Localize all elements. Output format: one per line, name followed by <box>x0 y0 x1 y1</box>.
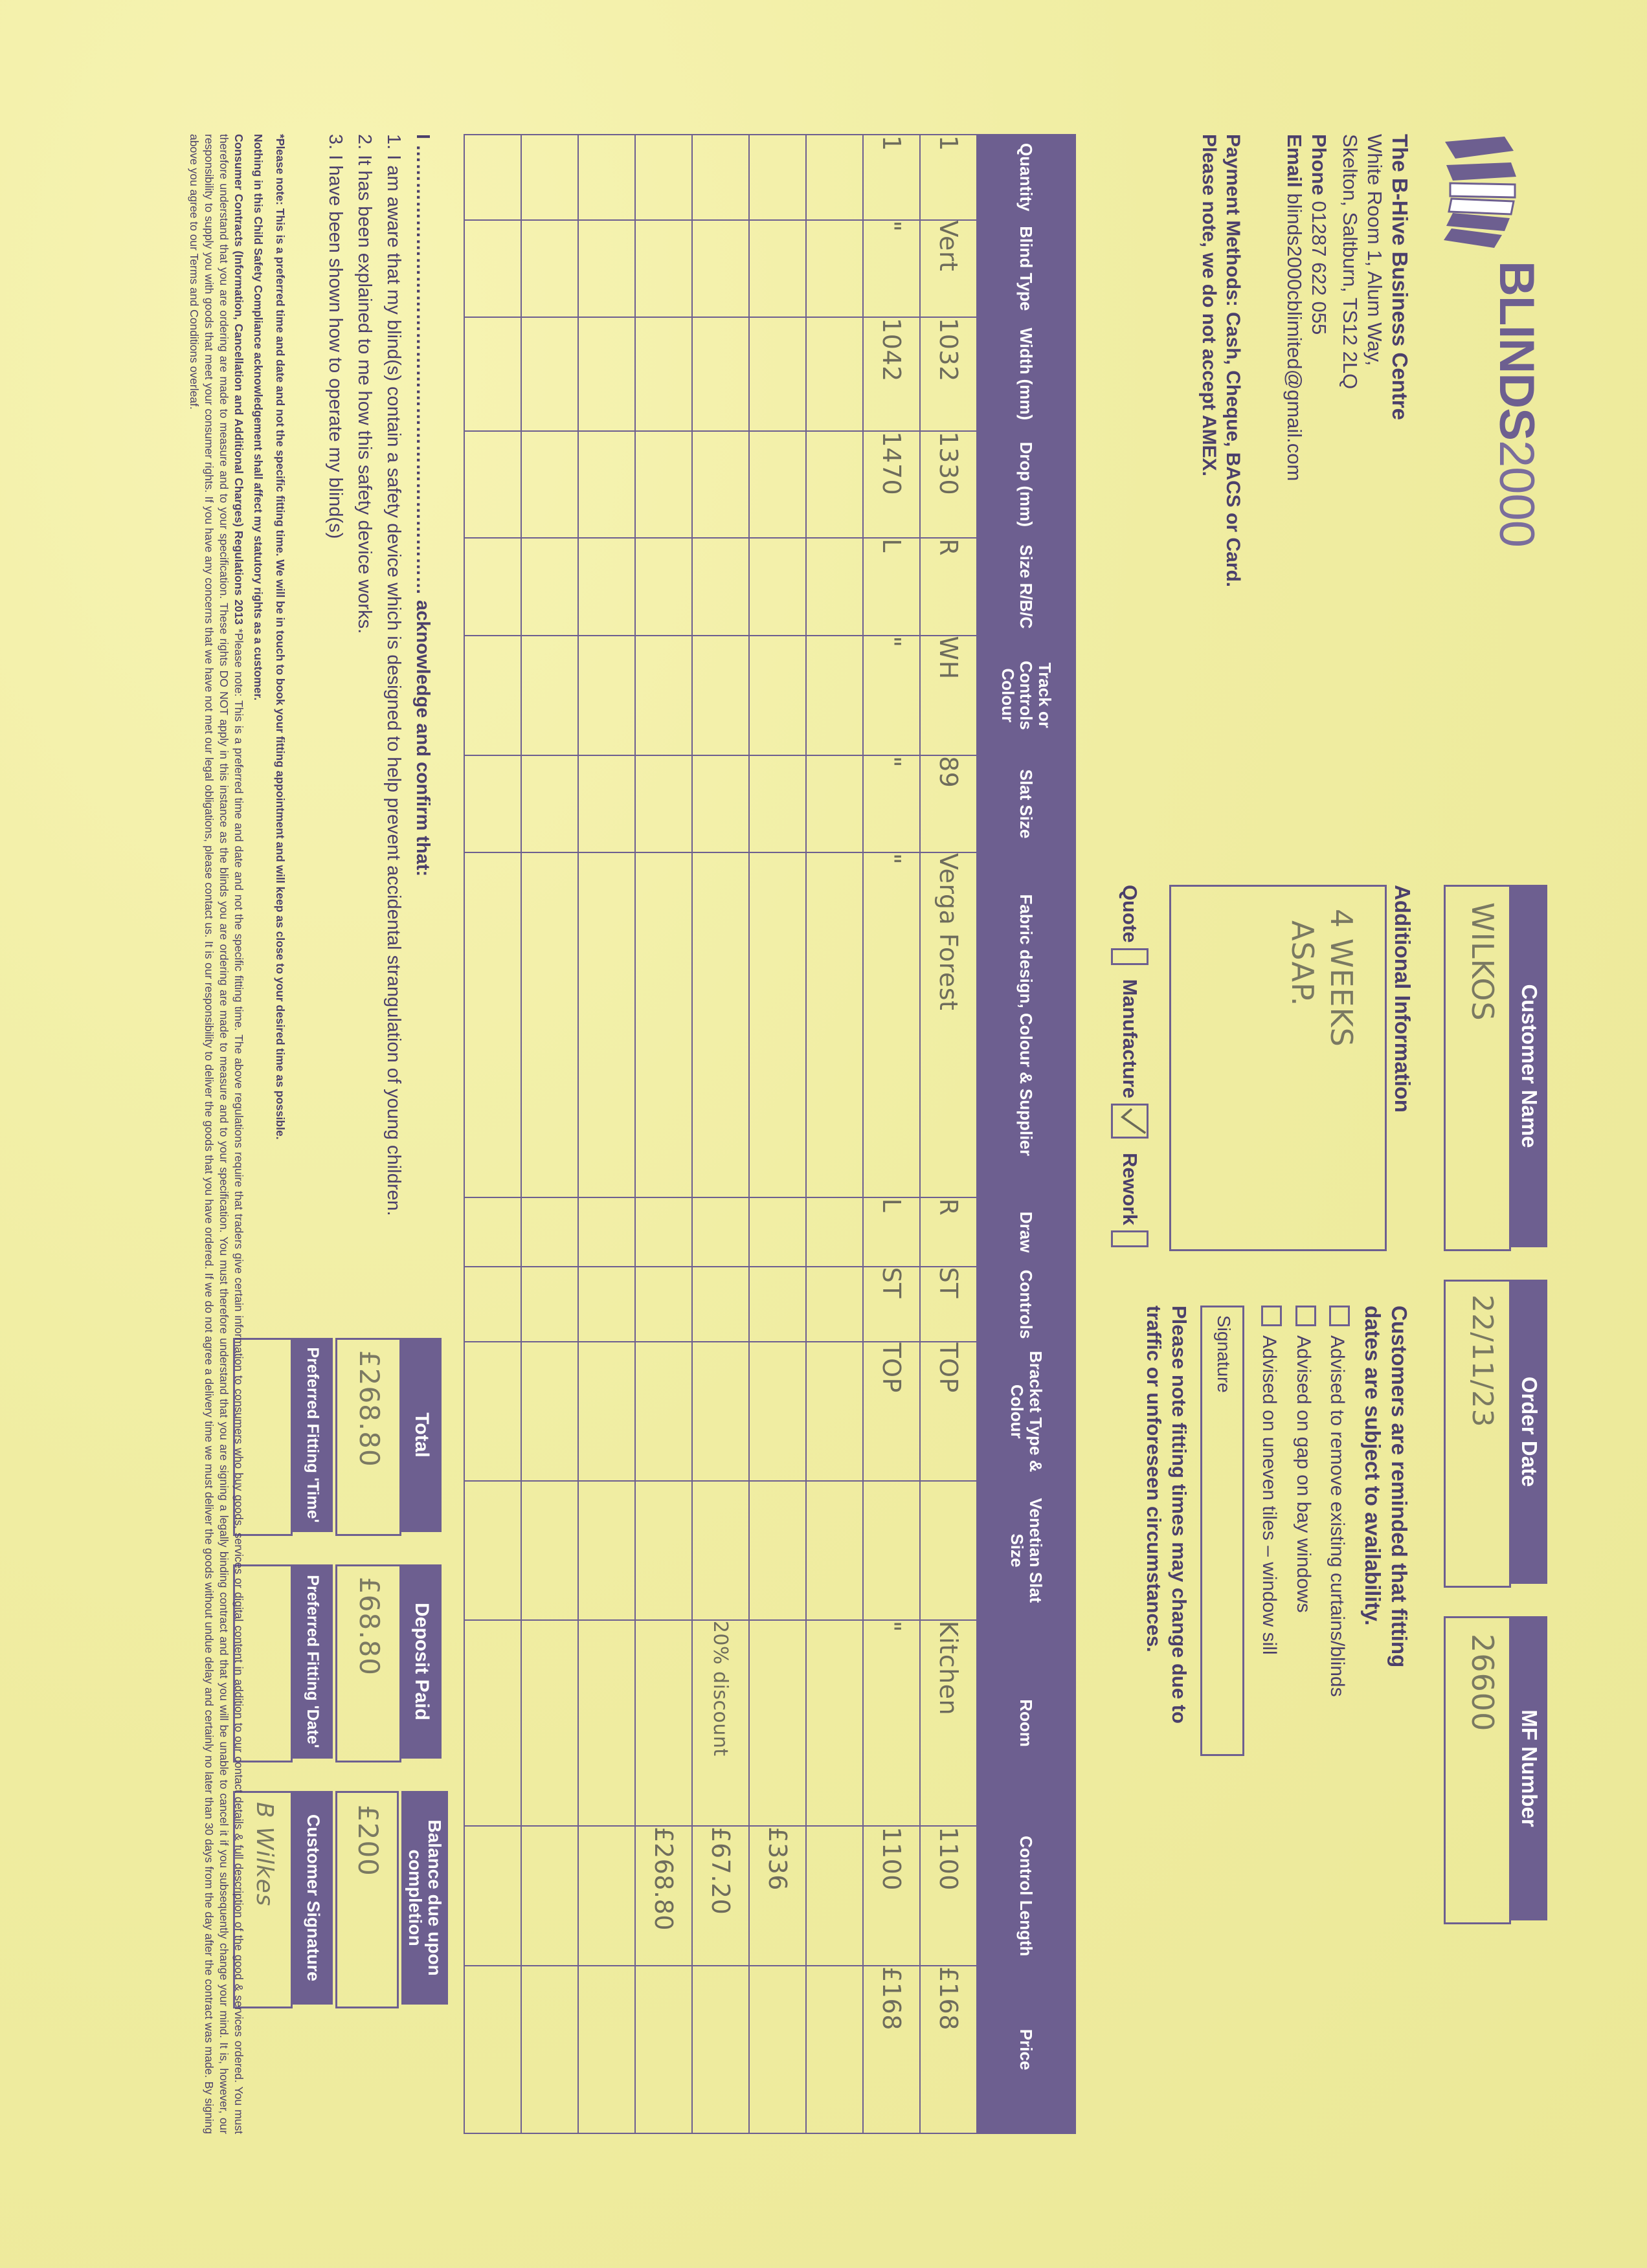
cell-venetian-slat[interactable] <box>578 1481 635 1620</box>
cell-blind-type[interactable] <box>692 220 749 318</box>
cell-draw[interactable]: L <box>863 1197 920 1266</box>
col-track-colour: Track or Controls Colour <box>977 636 1075 755</box>
cell-fabric[interactable] <box>692 852 749 1197</box>
cell-price[interactable]: £168 <box>920 1966 977 2133</box>
cell-track-colour[interactable] <box>749 636 806 755</box>
cell-track-colour[interactable] <box>635 636 692 755</box>
phone-value: 01287 622 055 <box>1308 201 1331 335</box>
cell-price[interactable]: £168 <box>863 1966 920 2133</box>
ack-item-0: 1. I am aware that my blind(s) contain a safety device which is designed to help prevent accidental strangulation of young children. <box>383 134 404 1216</box>
cell-width[interactable]: 1042 <box>863 317 920 430</box>
cell-track-colour[interactable]: WH <box>920 636 977 755</box>
cell-venetian-slat[interactable] <box>464 1481 521 1620</box>
cell-slat-size[interactable]: 89 <box>920 755 977 852</box>
cell-draw[interactable] <box>749 1197 806 1266</box>
cell-bracket[interactable] <box>521 1342 578 1481</box>
quote-checkbox[interactable] <box>1111 948 1148 965</box>
cell-draw[interactable] <box>806 1197 863 1266</box>
cell-controls[interactable] <box>806 1267 863 1342</box>
cell-drop[interactable]: 1470 <box>863 431 920 539</box>
col-venetian-slat: Venetian Slat Size <box>977 1481 1075 1620</box>
cell-drop[interactable] <box>464 431 521 539</box>
check-mark-icon <box>1117 1106 1147 1137</box>
cell-track-colour[interactable] <box>521 636 578 755</box>
additional-information-line-1: 4 WEEKS <box>1324 909 1359 1047</box>
cell-room[interactable] <box>464 1620 521 1826</box>
cell-slat-size[interactable] <box>464 755 521 852</box>
cell-slat-size[interactable] <box>749 755 806 852</box>
cell-quantity[interactable] <box>635 135 692 220</box>
cell-room[interactable] <box>635 1620 692 1826</box>
cell-venetian-slat[interactable] <box>920 1481 977 1620</box>
cell-draw[interactable] <box>578 1197 635 1266</box>
cell-blind-type[interactable] <box>578 220 635 318</box>
table-row[interactable] <box>578 135 635 2133</box>
cell-control-length[interactable]: 1100 <box>863 1826 920 1966</box>
fineprint-body <box>186 134 246 2134</box>
table-body <box>464 135 977 2133</box>
table-header-row <box>977 135 1075 2133</box>
cell-price[interactable] <box>692 1966 749 2133</box>
cell-control-length[interactable]: £336 <box>749 1826 806 1966</box>
notes-checkbox-1[interactable] <box>1295 1306 1316 1326</box>
cell-size-rbc[interactable]: L <box>863 538 920 635</box>
fineprint-heading-1: Consumer Contracts (Information, Cancellation and Additional Charges) Regulations 2013 <box>232 134 245 625</box>
total-value: £268.80 <box>353 1350 385 1467</box>
cell-track-colour[interactable] <box>806 636 863 755</box>
cell-bracket[interactable] <box>578 1342 635 1481</box>
quote-label: Quote <box>1118 885 1141 943</box>
col-size-rbc: Size R/B/C <box>977 538 1075 635</box>
cell-control-length[interactable]: 1100 <box>920 1826 977 1966</box>
rework-checkbox[interactable] <box>1111 1230 1148 1247</box>
col-room: Room <box>977 1620 1075 1826</box>
email-label: Email <box>1283 134 1306 188</box>
cell-drop[interactable] <box>692 431 749 539</box>
col-width: Width (mm) <box>977 317 1075 430</box>
cell-draw[interactable] <box>692 1197 749 1266</box>
cell-width[interactable] <box>692 317 749 430</box>
cell-control-length[interactable]: £268.80 <box>635 1826 692 1966</box>
notes-checkbox-0[interactable] <box>1330 1306 1350 1326</box>
notes-item-1[interactable] <box>1291 1306 1316 1920</box>
deposit-paid-label: Deposit Paid <box>401 1564 442 1759</box>
notes-footer-line-2: traffic or unforeseen circumstances. <box>1143 1306 1166 1652</box>
preferred-fitting-date-label: Preferred Fitting 'Date' <box>293 1564 333 1759</box>
cell-fabric[interactable] <box>464 852 521 1197</box>
cell-fabric[interactable]: Verga Forest <box>920 852 977 1197</box>
table-row[interactable] <box>749 135 806 2133</box>
cell-control-length[interactable] <box>521 1826 578 1966</box>
cell-size-rbc[interactable] <box>749 538 806 635</box>
additional-information-field[interactable] <box>1169 885 1387 1251</box>
cell-track-colour[interactable] <box>578 636 635 755</box>
table-row[interactable] <box>806 135 863 2133</box>
cell-drop[interactable] <box>578 431 635 539</box>
phone-label: Phone <box>1308 134 1331 195</box>
additional-information-line-2: ASAP. <box>1285 920 1320 1007</box>
cell-quantity[interactable] <box>464 135 521 220</box>
fineprint-heading-2: Nothing in this Child Safety Compliance acknowledgement shall affect my statutory rights as a customer. <box>252 134 265 701</box>
cell-track-colour[interactable]: " <box>863 636 920 755</box>
cell-venetian-slat[interactable] <box>806 1481 863 1620</box>
col-quantity: Quantity <box>977 135 1075 220</box>
notes-item-1-label: Advised on gap on bay windows <box>1292 1335 1314 1613</box>
cell-size-rbc[interactable] <box>806 538 863 635</box>
cell-drop[interactable] <box>635 431 692 539</box>
cell-width[interactable]: 1032 <box>920 317 977 430</box>
cell-blind-type[interactable] <box>464 220 521 318</box>
table-row[interactable] <box>464 135 521 2133</box>
manufacture-checkbox[interactable] <box>1111 1104 1148 1139</box>
col-fabric: Fabric design, Colour & Supplier <box>977 852 1075 1197</box>
order-date-field[interactable] <box>1444 1280 1511 1588</box>
company-logo <box>1398 134 1547 548</box>
blinds-fan-icon <box>1440 134 1518 257</box>
address-line-2: Skelton, Saltburn, TS12 2LQ <box>1338 134 1361 390</box>
cell-venetian-slat[interactable] <box>749 1481 806 1620</box>
col-slat-size: Slat Size <box>977 755 1075 852</box>
col-controls: Controls <box>977 1267 1075 1342</box>
table-row[interactable] <box>920 135 977 2133</box>
notes-title-line-1: Customers are reminded that fitting <box>1387 1306 1411 1668</box>
order-form-sheet <box>40 37 1607 2231</box>
cell-draw[interactable] <box>521 1197 578 1266</box>
cell-fabric[interactable] <box>578 852 635 1197</box>
company-name: The B-Hive Business Centre <box>1388 134 1412 420</box>
cell-controls[interactable] <box>749 1267 806 1342</box>
cell-width[interactable] <box>578 317 635 430</box>
cell-width[interactable] <box>635 317 692 430</box>
notes-footer <box>1141 1306 1192 1927</box>
deposit-paid-value: £68.80 <box>353 1577 385 1676</box>
cell-controls[interactable] <box>692 1267 749 1342</box>
cell-price[interactable] <box>464 1966 521 2133</box>
cell-blind-type[interactable] <box>521 220 578 318</box>
cell-quantity[interactable] <box>692 135 749 220</box>
preferred-fitting-time-label: Preferred Fitting 'Time' <box>293 1338 333 1532</box>
ack-item-1: 2. It has been explained to me how this safety device works. <box>353 134 375 634</box>
payment-line-2: Please note, we do not accept AMEX. <box>1198 134 1220 477</box>
cell-quantity[interactable] <box>578 135 635 220</box>
manufacture-label: Manufacture <box>1118 979 1141 1098</box>
logo-wordmark: BLINDS2000 <box>1489 261 1544 547</box>
cell-bracket[interactable]: TOP <box>920 1342 977 1481</box>
cell-venetian-slat[interactable] <box>692 1481 749 1620</box>
cell-quantity[interactable] <box>521 135 578 220</box>
table-row[interactable] <box>863 135 920 2133</box>
cell-width[interactable] <box>749 317 806 430</box>
ack-item-2: 3. I have been shown how to operate my blind(s) <box>324 134 346 539</box>
cell-price[interactable] <box>578 1966 635 2133</box>
cell-room[interactable]: 20% discount <box>692 1620 749 1826</box>
cell-room[interactable]: Kitchen <box>920 1620 977 1826</box>
cell-fabric[interactable] <box>635 852 692 1197</box>
cell-drop[interactable]: 1330 <box>920 431 977 539</box>
deposit-paid-field[interactable] <box>335 1564 401 1762</box>
cell-slat-size[interactable] <box>635 755 692 852</box>
cell-fabric[interactable] <box>521 852 578 1197</box>
cell-room[interactable] <box>806 1620 863 1826</box>
cell-bracket[interactable] <box>806 1342 863 1481</box>
cell-control-length[interactable] <box>464 1826 521 1966</box>
cell-blind-type[interactable] <box>806 220 863 318</box>
mf-number-field[interactable] <box>1444 1616 1511 1924</box>
cell-size-rbc[interactable]: R <box>920 538 977 635</box>
cell-blind-type[interactable]: " <box>863 220 920 318</box>
cell-drop[interactable] <box>806 431 863 539</box>
cell-blind-type[interactable]: Vert <box>920 220 977 318</box>
cell-quantity[interactable] <box>749 135 806 220</box>
cell-draw[interactable]: R <box>920 1197 977 1266</box>
balance-due-label: Balance due upon completion <box>401 1791 448 2005</box>
cell-size-rbc[interactable] <box>464 538 521 635</box>
cell-controls[interactable]: ST <box>863 1267 920 1342</box>
cell-draw[interactable] <box>635 1197 692 1266</box>
cell-room[interactable]: " <box>863 1620 920 1826</box>
cell-slat-size[interactable] <box>692 755 749 852</box>
payment-methods <box>1197 134 1244 768</box>
email-value: blinds2000cblimited@gmail.com <box>1283 193 1306 482</box>
notes-signature-field[interactable] <box>1200 1306 1244 1756</box>
cell-control-length[interactable] <box>578 1826 635 1966</box>
fineprint-note: *Please note: This is a preferred time and date and not the specific fitting time. We will be in touch to book your fitting appointment and will keep as close to your desired time as possible. <box>274 134 287 1140</box>
col-blind-type: Blind Type <box>977 220 1075 318</box>
col-drop: Drop (mm) <box>977 431 1075 539</box>
child-safety-acknowledgement <box>322 134 435 1273</box>
cell-blind-type[interactable] <box>635 220 692 318</box>
cell-quantity[interactable] <box>806 135 863 220</box>
cell-size-rbc[interactable] <box>692 538 749 635</box>
cell-slat-size[interactable] <box>578 755 635 852</box>
cell-room[interactable] <box>521 1620 578 1826</box>
cell-controls[interactable] <box>464 1267 521 1342</box>
col-draw: Draw <box>977 1197 1075 1266</box>
notes-signature-label: Signature <box>1214 1315 1234 1393</box>
cell-width[interactable] <box>521 317 578 430</box>
rework-label: Rework <box>1118 1152 1141 1225</box>
cell-venetian-slat[interactable] <box>521 1481 578 1620</box>
balance-due-value: £200 <box>352 1805 384 1876</box>
total-label: Total <box>401 1338 442 1532</box>
order-date-label: Order Date <box>1511 1280 1547 1584</box>
cell-size-rbc[interactable] <box>521 538 578 635</box>
cell-drop[interactable] <box>521 431 578 539</box>
mf-number-label: MF Number <box>1511 1616 1547 1920</box>
cell-slat-size[interactable] <box>521 755 578 852</box>
cell-track-colour[interactable] <box>692 636 749 755</box>
total-field[interactable] <box>335 1338 401 1536</box>
cell-venetian-slat[interactable] <box>635 1481 692 1620</box>
cell-controls[interactable] <box>578 1267 635 1342</box>
cell-controls[interactable] <box>521 1267 578 1342</box>
cell-fabric[interactable]: " <box>863 852 920 1197</box>
notes-item-0[interactable] <box>1325 1306 1350 1920</box>
cell-controls[interactable]: ST <box>920 1267 977 1342</box>
table-row[interactable] <box>635 135 692 2133</box>
ack-intro: I ……………………………………………………………… acknowledge and confirm that: <box>412 134 433 877</box>
cell-room[interactable] <box>749 1620 806 1826</box>
cell-fabric[interactable] <box>806 852 863 1197</box>
notes-checkbox-2[interactable] <box>1261 1306 1282 1326</box>
cell-bracket[interactable] <box>464 1342 521 1481</box>
notes-title-line-2: dates are subject to availability. <box>1360 1306 1385 1626</box>
cell-price[interactable] <box>749 1966 806 2133</box>
additional-information-label: Additional Information <box>1391 885 1415 1113</box>
cell-bracket[interactable] <box>635 1342 692 1481</box>
cell-track-colour[interactable] <box>464 636 521 755</box>
cell-draw[interactable] <box>464 1197 521 1266</box>
order-date-value: 22/11/23 <box>1466 1295 1499 1428</box>
cell-bracket[interactable] <box>749 1342 806 1481</box>
cell-blind-type[interactable] <box>749 220 806 318</box>
cell-price[interactable] <box>521 1966 578 2133</box>
customer-name-label: Customer Name <box>1511 885 1547 1247</box>
cell-quantity[interactable]: 1 <box>863 135 920 220</box>
cell-room[interactable] <box>578 1620 635 1826</box>
notes-item-2-label: Advised on uneven tiles – window sill <box>1259 1335 1281 1655</box>
notes-item-0-label: Advised to remove existing curtains/blinds <box>1327 1335 1349 1697</box>
col-control-length: Control Length <box>977 1826 1075 1966</box>
table-row[interactable] <box>692 135 749 2133</box>
cell-bracket[interactable]: TOP <box>863 1342 920 1481</box>
cell-bracket[interactable] <box>692 1342 749 1481</box>
cell-quantity[interactable]: 1 <box>920 135 977 220</box>
payment-line-1: Payment Methods: Cash, Cheque, BACS or Card. <box>1222 134 1244 588</box>
cell-price[interactable] <box>806 1966 863 2133</box>
cell-size-rbc[interactable] <box>635 538 692 635</box>
cell-venetian-slat[interactable] <box>863 1481 920 1620</box>
col-bracket: Bracket Type & Colour <box>977 1342 1075 1481</box>
order-lines-table <box>464 134 1076 2134</box>
table-row[interactable] <box>521 135 578 2133</box>
cell-slat-size[interactable] <box>806 755 863 852</box>
cell-drop[interactable] <box>749 431 806 539</box>
cell-size-rbc[interactable] <box>578 538 635 635</box>
cell-control-length[interactable]: £67.20 <box>692 1826 749 1966</box>
notes-item-2[interactable] <box>1257 1306 1283 1920</box>
fitting-notes <box>1257 1306 1413 1920</box>
cell-width[interactable] <box>464 317 521 430</box>
col-price: Price <box>977 1966 1075 2133</box>
status-row <box>1106 885 1154 1247</box>
cell-width[interactable] <box>806 317 863 430</box>
cell-control-length[interactable] <box>806 1826 863 1966</box>
company-address <box>1283 134 1413 717</box>
customer-name-field[interactable] <box>1444 885 1511 1251</box>
mf-number-value: 26600 <box>1465 1634 1500 1732</box>
customer-name-value: WILKOS <box>1465 902 1500 1021</box>
cell-fabric[interactable] <box>749 852 806 1197</box>
cell-slat-size[interactable]: " <box>863 755 920 852</box>
customer-signature-label: Customer Signature <box>293 1791 333 2005</box>
notes-footer-line-1: Please note fitting times may change due to <box>1168 1306 1191 1724</box>
cell-controls[interactable] <box>635 1267 692 1342</box>
balance-due-field[interactable] <box>335 1791 399 2008</box>
customer-signature-value: B Wilkes <box>251 1802 278 1907</box>
cell-price[interactable] <box>635 1966 692 2133</box>
address-line-1: White Room 1, Alum Way, <box>1363 134 1386 366</box>
fineprint-paragraph: *Please note: This is a preferred time and date and not the specific fitting time. The above regulations require that traders give certain information to consumers who buy goods, services or digital content in addition to our contact details & full description of the good & services ordered. You must therefore understand that you are ordering are made to measure and to your specification. These rights DO NOT apply in this instance as the blinds you are ordering are made to measure and to your specification. You must therefore understand that you are signing a legally binding contract and that you will be unable to cancel it if you subsequently change your mind. It is, however, our responsibility to supply you with goods that meet your consumer rights. If you have any concerns that we have not met our legal obligations, please contact us. It is our responsibility to deliver the goods that you have ordered. If we do not agree a delivery time we must deliver the goods without undue delay and certainly no later than 30 days from the day after the contract was made. By signing above you agree to our Terms and Conditions overleaf. <box>187 134 245 2135</box>
